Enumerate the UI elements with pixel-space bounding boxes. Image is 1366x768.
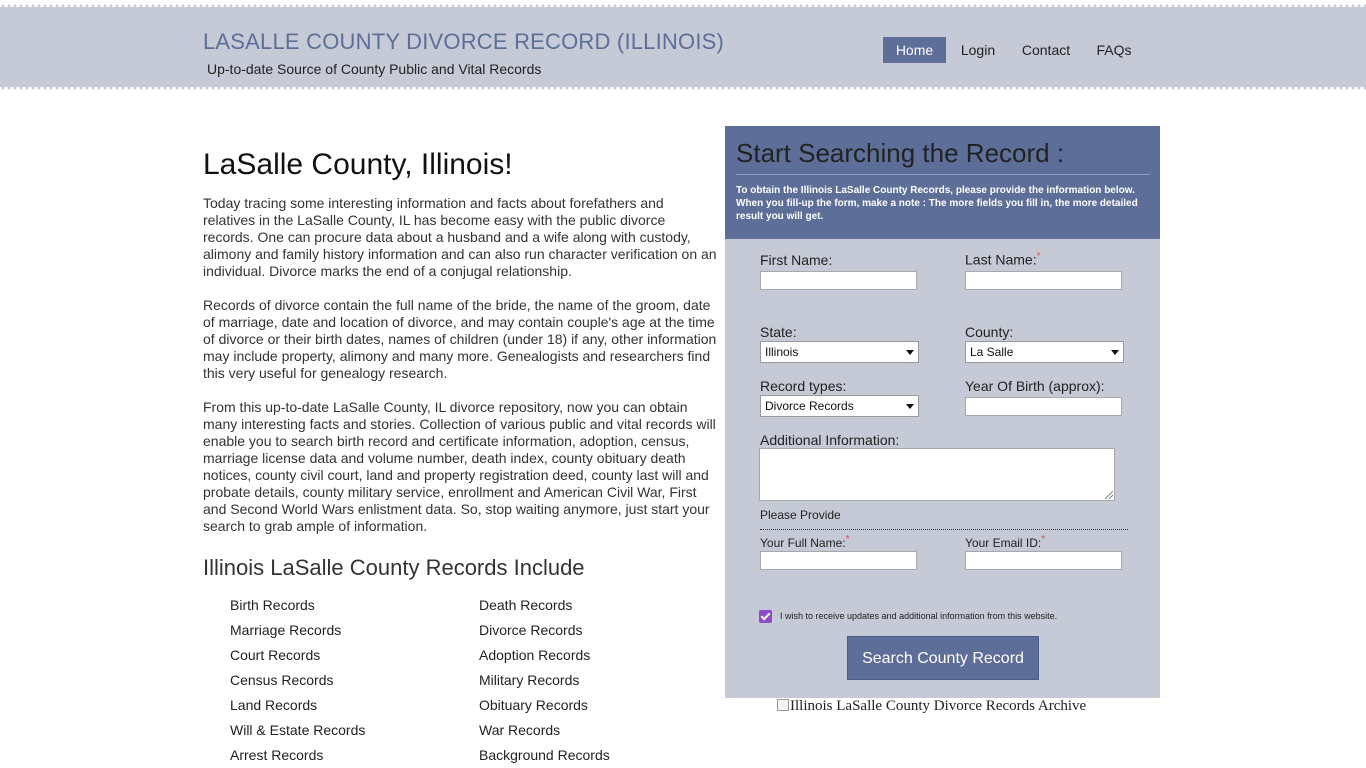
record-link-census[interactable]: Census Records [230,672,334,688]
chevron-down-icon [906,350,914,355]
nav-contact[interactable]: Contact [1021,42,1071,58]
first-name-input[interactable] [760,271,917,290]
required-marker: * [845,534,850,545]
email-input[interactable] [965,551,1122,570]
record-link-war[interactable]: War Records [479,722,561,738]
archive-image-alt [777,698,1086,715]
resize-handle-icon[interactable] [1105,491,1113,499]
full-name-label: Your Full Name: [760,536,846,550]
site-title[interactable]: LASALLE COUNTY DIVORCE RECORD (ILLINOIS) [203,29,725,54]
county-select-value: La Salle [970,345,1014,359]
required-marker: * [1041,534,1046,545]
nav-home[interactable]: Home [883,37,946,63]
additional-info-textarea[interactable] [759,448,1115,501]
intro-paragraph-1: Today tracing some interesting information and facts about forefathers and relatives in the LaSalle County, IL has become easy with the public divorce records. One can procure data about a husband and a wife along with custody, alimony and family history information and can also run character verification on an individual. Divorce marks the end of a conjugal relationship. [203,195,717,279]
first-name-label: First Name: [760,252,833,268]
email-label: Your Email ID: [965,536,1042,550]
record-types-select-value: Divorce Records [765,399,854,413]
record-link-land[interactable]: Land Records [230,697,318,713]
main-content [203,145,718,534]
chevron-down-icon [1111,350,1119,355]
section-divider [760,529,1128,530]
state-select[interactable] [760,341,919,363]
required-marker: * [1036,251,1041,262]
year-of-birth-label: Year Of Birth (approx): [965,378,1105,394]
additional-info-label: Additional Information: [760,432,900,448]
intro-paragraph-2: Records of divorce contain the full name of the bride, the name of the groom, date of marriage, date and location of divorce, and may contain couple's age at the time of divorce or their birth dates, names of children (under 18) if any, other information may include property, alimony and many more. Genealogists and researchers find this very useful for genealogy research. [203,297,717,381]
records-heading: Illinois LaSalle County Records Include [203,555,585,580]
state-select-value: Illinois [765,345,799,359]
record-link-marriage[interactable]: Marriage Records [230,622,342,638]
record-types-label: Record types: [760,378,847,394]
nav-login[interactable]: Login [960,42,996,58]
record-link-court[interactable]: Court Records [230,647,321,663]
record-types-select[interactable] [760,395,919,417]
last-name-input[interactable] [965,271,1122,290]
chevron-down-icon [906,404,914,409]
record-link-adoption[interactable]: Adoption Records [479,647,591,663]
site-header [0,0,1366,95]
record-link-arrest[interactable]: Arrest Records [230,747,324,763]
record-link-will-estate[interactable]: Will & Estate Records [230,722,366,738]
email-label-group [965,534,1045,550]
search-county-record-button[interactable]: Search County Record [847,636,1039,680]
search-form-panel [725,126,1160,698]
search-form-title: Start Searching the Record : [736,138,1065,168]
county-label: County: [965,324,1014,340]
header-divider [736,174,1150,175]
county-select[interactable] [965,341,1124,363]
updates-checkbox-label: I wish to receive updates and additional information from this website. [780,611,1058,621]
nav-faqs[interactable]: FAQs [1096,42,1132,58]
record-link-background[interactable]: Background Records [479,747,610,763]
intro-paragraph-3: From this up-to-date LaSalle County, IL divorce repository, now you can obtain many interesting facts and stories. Collection of various public and vital records will enable you to search birth record and certificate information, adoption, census, marriage license data and volume number, death index, county obituary death notices, county civil court, land and property registration deed, county last will and probate details, county military service, enrollment and American Civil War, First and Second World Wars enlistment data. So, stop waiting anymore, just start your search to grab ample of information. [203,399,716,534]
full-name-label-group [760,534,850,550]
record-link-obituary[interactable]: Obituary Records [479,697,588,713]
state-label: State: [760,324,797,340]
year-of-birth-input[interactable] [965,397,1122,416]
please-provide-label: Please Provide [760,508,841,522]
site-tagline: Up-to-date Source of County Public and Vital Records [207,61,542,77]
full-name-input[interactable] [760,551,917,570]
last-name-label: Last Name: [965,251,1037,268]
header-dotted-border-bottom [0,86,1366,90]
search-form-intro: To obtain the Illinois LaSalle County Records, please provide the information below. When you fill-up the form, make a note : The more fields you fill in, the more detailed result you will get. [736,185,1138,222]
archive-image-alt-text: Illinois LaSalle County Divorce Records Archive [790,698,1087,714]
page-heading: LaSalle County, Illinois! [203,148,513,181]
record-link-divorce[interactable]: Divorce Records [479,622,583,638]
record-link-death[interactable]: Death Records [479,597,573,613]
record-link-military[interactable]: Military Records [479,672,580,688]
updates-checkbox[interactable] [759,610,772,623]
record-link-birth[interactable]: Birth Records [230,597,315,613]
broken-image-icon [777,699,789,711]
last-name-label-group [965,251,1041,268]
search-form-header [725,126,1160,239]
